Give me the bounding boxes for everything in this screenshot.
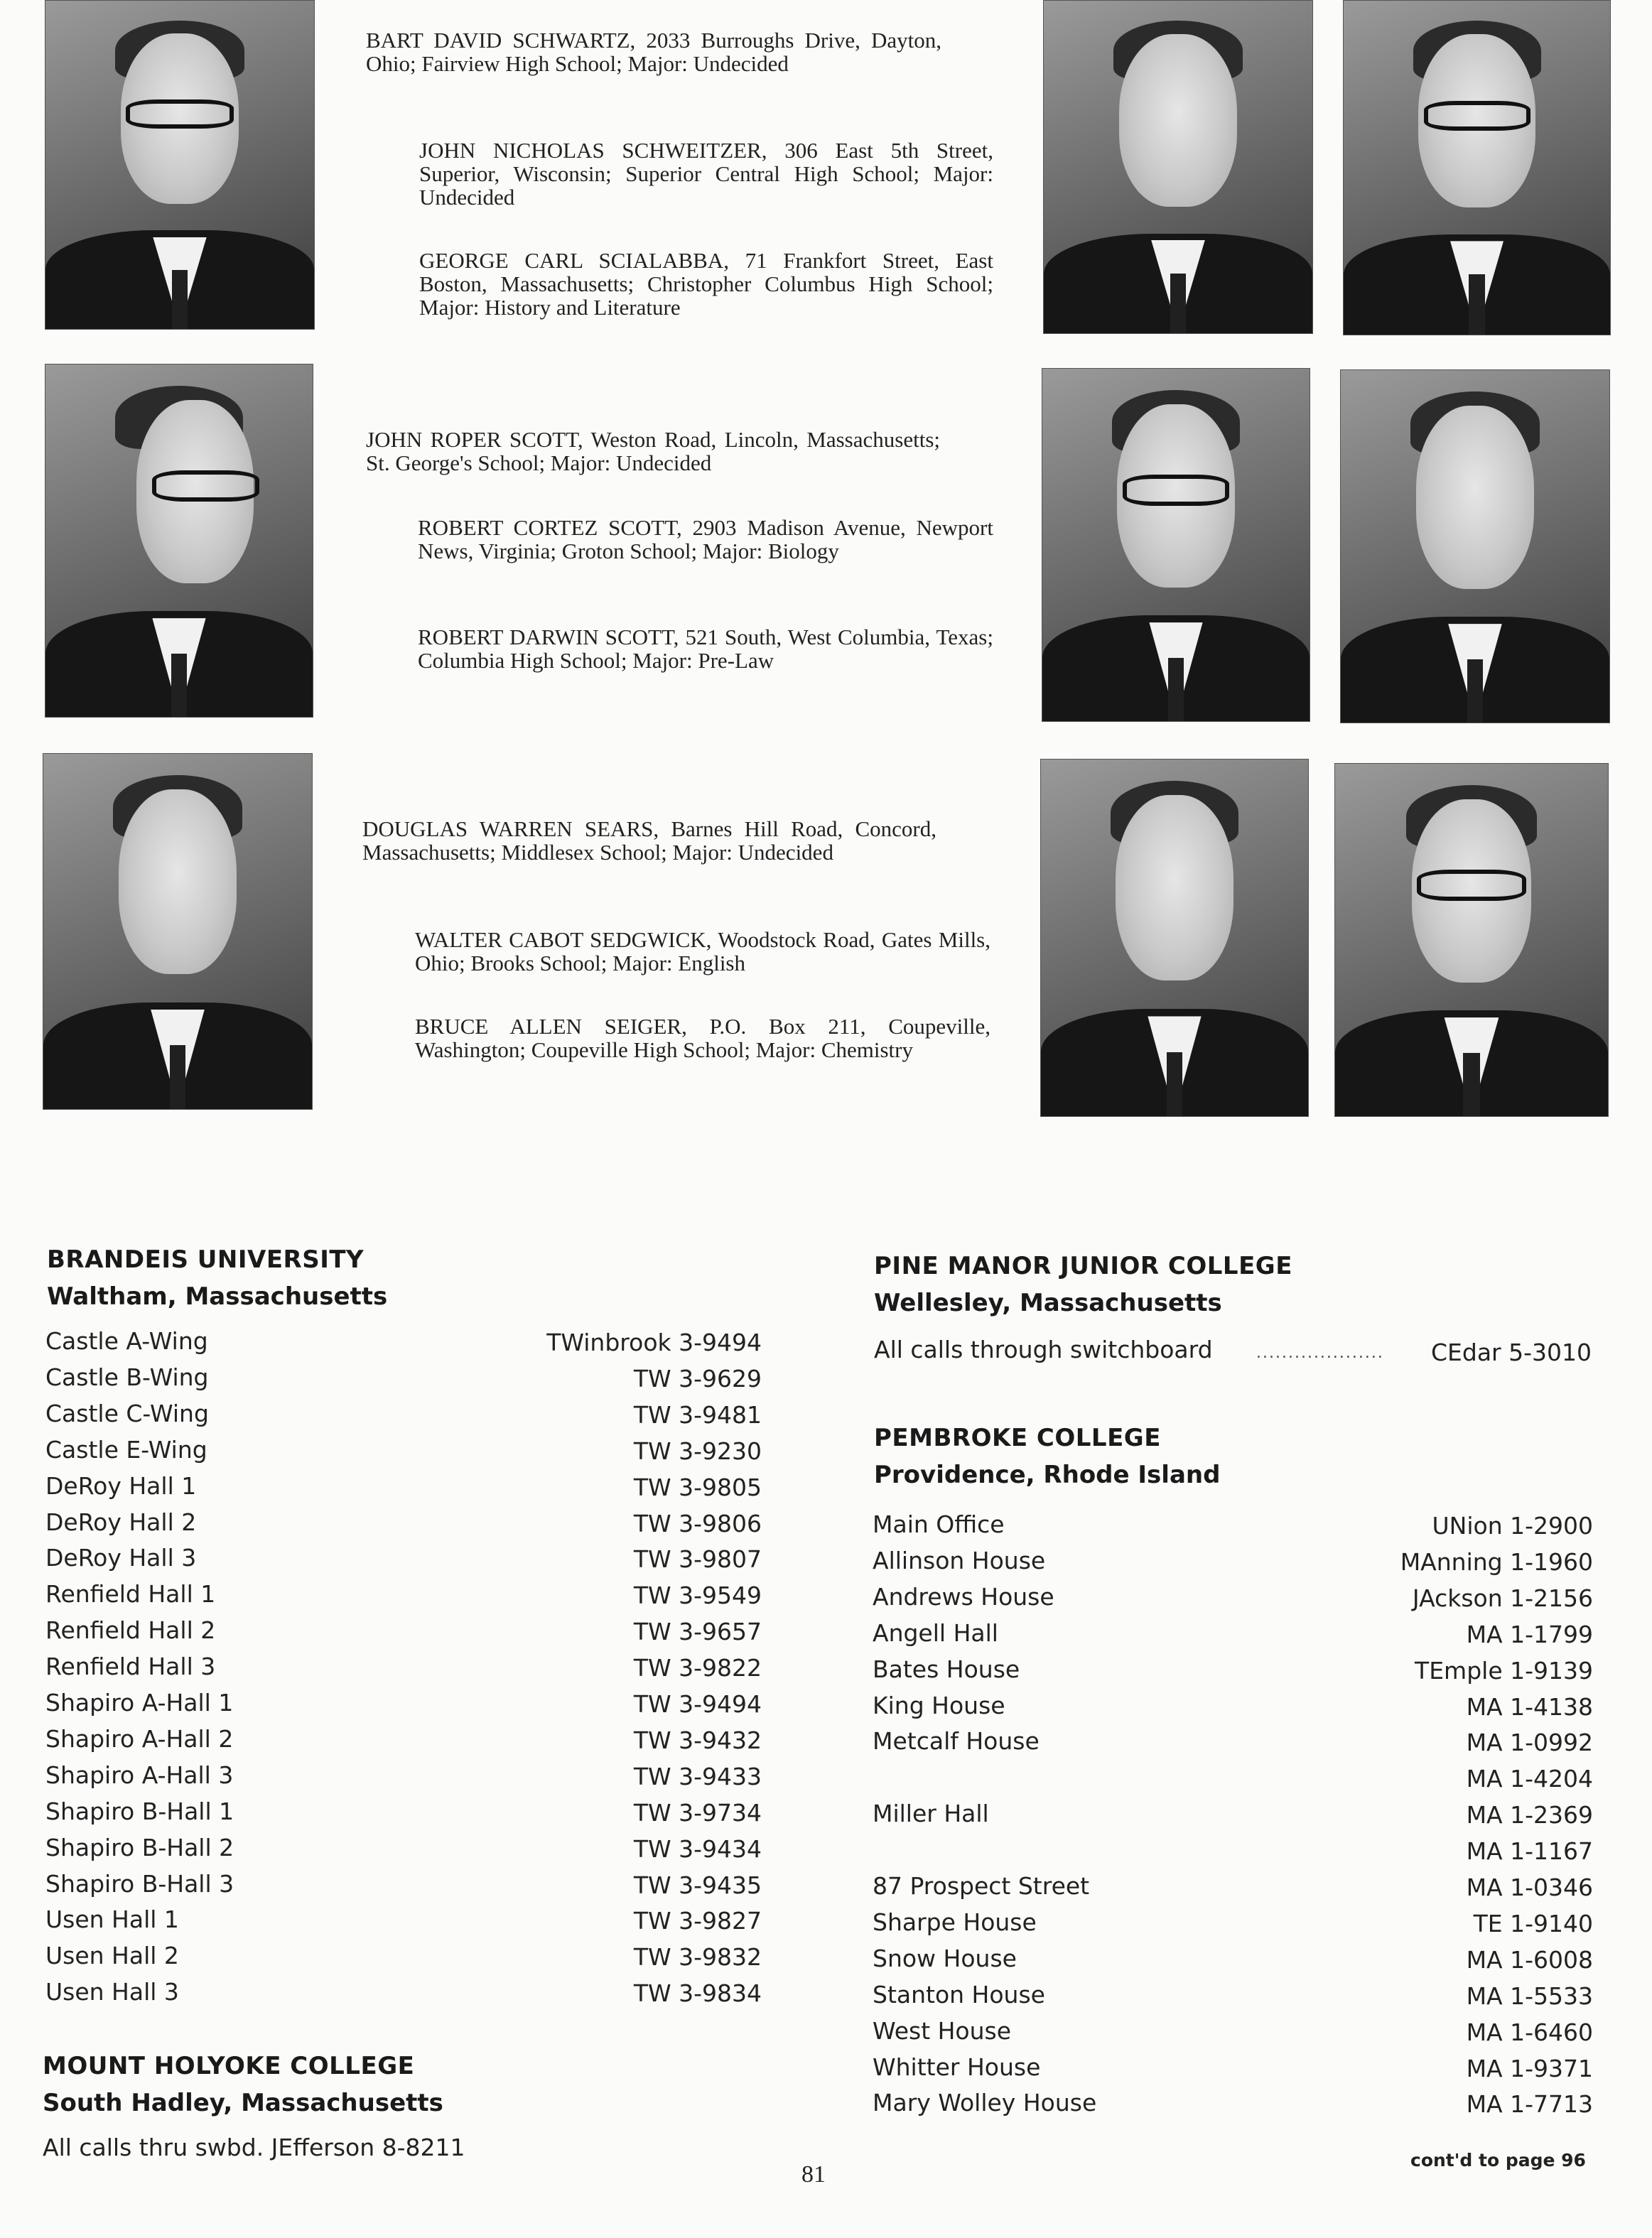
portrait-photo-1 (45, 0, 315, 330)
student-entry: DOUGLAS WARREN SEARS, Barnes Hill Road, Concord, Massachusetts; Middlesex School; Major: Undecided (362, 816, 936, 865)
student-entry: BRUCE ALLEN SEIGER, P.O. Box 211, Coupeville, Washington; Coupeville High School; Major: Chemistry (415, 1014, 990, 1062)
directory-row-phone: MA 1-0346 (1466, 1874, 1593, 1901)
mount-holyoke-location: South Hadley, Massachusetts (43, 2089, 443, 2117)
directory-row-name: Angell Hall (873, 1618, 998, 1647)
directory-row-phone: MA 1-4138 (1466, 1692, 1593, 1721)
directory-row-name: Castle E-Wing (45, 1435, 207, 1464)
directory-row-name: Sharpe House (873, 1908, 1037, 1936)
directory-row-name: Shapiro B-Hall 3 (45, 1869, 234, 1898)
student-entry: WALTER CABOT SEDGWICK, Woodstock Road, Gates Mills, Ohio; Brooks School; Major: English (415, 927, 990, 975)
student-entry: BART DAVID SCHWARTZ, 2033 Burroughs Drive, Dayton, Ohio; Fairview High School; Major: Undecided (366, 28, 941, 76)
directory-row-name: King House (873, 1691, 1005, 1719)
mount-holyoke-note: All calls thru swbd. JEfferson 8-8211 (43, 2134, 465, 2161)
directory-row-name: Shapiro A-Hall 2 (45, 1724, 234, 1753)
directory-row-phone: TW 3-9230 (633, 1437, 762, 1465)
directory-row-name: Shapiro B-Hall 2 (45, 1833, 234, 1861)
student-entry: GEORGE CARL SCIALABBA, 71 Frankfort Street, East Boston, Massachusetts; Christopher Columbus High School; Major: History and Literature (419, 248, 993, 320)
directory-row-phone: MAnning 1-1960 (1400, 1547, 1593, 1576)
brandeis-location: Waltham, Massachusetts (47, 1282, 388, 1311)
directory-row-name: Snow House (873, 1944, 1017, 1972)
directory-row-name: DeRoy Hall 3 (45, 1544, 197, 1572)
portrait-photo-4 (45, 364, 313, 718)
directory-row-phone: TE 1-9140 (1473, 1909, 1593, 1937)
directory-row-phone: TW 3-9629 (633, 1364, 762, 1393)
directory-row-phone: TW 3-9481 (633, 1400, 762, 1429)
directory-row-name: Allinson House (873, 1546, 1046, 1574)
directory-row-phone: TW 3-9734 (633, 1798, 762, 1827)
directory-row-phone: TW 3-9822 (633, 1654, 762, 1682)
directory-row-phone: TEmple 1-9139 (1415, 1656, 1593, 1685)
directory-row-phone: JAckson 1-2156 (1412, 1584, 1593, 1612)
directory-row-name: Usen Hall 1 (45, 1905, 179, 1934)
directory-row-name: Metcalf House (873, 1727, 1040, 1756)
directory-row-name: Mary Wolley House (873, 2089, 1097, 2117)
mount-holyoke-title: MOUNT HOLYOKE COLLEGE (43, 2052, 415, 2080)
pine-manor-phone: CEdar 5-3010 (1430, 1339, 1592, 1366)
page-number: 81 (801, 2161, 826, 2188)
directory-row-phone: TW 3-9435 (633, 1871, 762, 1899)
directory-row-name: Shapiro A-Hall 3 (45, 1761, 234, 1789)
directory-row-name: Shapiro B-Hall 1 (45, 1797, 234, 1825)
portrait-photo-8 (1040, 759, 1309, 1117)
pembroke-location: Providence, Rhode Island (874, 1461, 1221, 1489)
directory-row-name: Miller Hall (873, 1800, 989, 1828)
directory-row-phone: TW 3-9434 (633, 1834, 762, 1863)
directory-row-phone: UNion 1-2900 (1432, 1512, 1593, 1540)
directory-row-name: West House (873, 2016, 1012, 2045)
leader-dots: .................... (1256, 1344, 1384, 1362)
directory-row-phone: MA 1-7713 (1466, 2090, 1593, 2119)
pine-manor-location: Wellesley, Massachusetts (874, 1289, 1222, 1317)
brandeis-title: BRANDEIS UNIVERSITY (47, 1245, 365, 1274)
student-entry: ROBERT CORTEZ SCOTT, 2903 Madison Avenue, Newport News, Virginia; Groton School; Major: Biology (418, 515, 993, 563)
portrait-photo-7 (43, 753, 313, 1110)
directory-row-name: Renfield Hall 3 (45, 1653, 216, 1681)
directory-row-name: Usen Hall 3 (45, 1978, 179, 2006)
pembroke-title: PEMBROKE COLLEGE (874, 1424, 1161, 1452)
portrait-photo-3 (1343, 0, 1611, 335)
directory-row-name: Usen Hall 2 (45, 1942, 179, 1970)
directory-row-name: Castle A-Wing (45, 1327, 208, 1355)
student-entry: JOHN ROPER SCOTT, Weston Road, Lincoln, Massachusetts; St. George's School; Major: Undecided (366, 427, 940, 475)
pine-manor-row-label: All calls through switchboard (874, 1336, 1213, 1363)
directory-row-phone: MA 1-4204 (1466, 1765, 1593, 1793)
directory-row-phone: TW 3-9494 (633, 1690, 762, 1718)
pine-manor-title: PINE MANOR JUNIOR COLLEGE (874, 1252, 1292, 1280)
directory-row-name: Whitter House (873, 2053, 1041, 2081)
student-entry: ROBERT DARWIN SCOTT, 521 South, West Columbia, Texas; Columbia High School; Major: Pre-Law (418, 625, 993, 673)
directory-row-name: DeRoy Hall 2 (45, 1508, 197, 1536)
directory-row-name: Bates House (873, 1655, 1020, 1683)
directory-row-name: DeRoy Hall 1 (45, 1471, 197, 1500)
directory-row-phone: TW 3-9433 (633, 1762, 762, 1790)
directory-row-phone: MA 1-6460 (1466, 2018, 1593, 2046)
directory-row-phone: MA 1-2369 (1466, 1801, 1593, 1829)
directory-row-phone: TW 3-9834 (633, 1979, 762, 2008)
directory-row-phone: TW 3-9657 (633, 1618, 762, 1646)
directory-row-phone: MA 1-1799 (1466, 1620, 1593, 1648)
portrait-photo-9 (1334, 763, 1609, 1117)
directory-row-phone: TW 3-9806 (633, 1509, 762, 1537)
student-entry: JOHN NICHOLAS SCHWEITZER, 306 East 5th Street, Superior, Wisconsin; Superior Central High School; Major: Undecided (419, 138, 993, 210)
directory-row-name: Stanton House (873, 1980, 1045, 2009)
directory-row-phone: TW 3-9832 (633, 1943, 762, 1972)
directory-row-phone: TW 3-9807 (633, 1545, 762, 1574)
portrait-photo-6 (1340, 369, 1610, 723)
directory-row-name: Main Office (873, 1510, 1005, 1538)
directory-row-name: Shapiro A-Hall 1 (45, 1689, 234, 1717)
directory-row-phone: MA 1-5533 (1466, 1982, 1593, 2010)
directory-row-name: Renfield Hall 1 (45, 1580, 216, 1609)
directory-row-phone: TW 3-9432 (633, 1726, 762, 1754)
continued-note: cont'd to page 96 (1410, 2150, 1586, 2171)
directory-row-phone: TW 3-9549 (633, 1582, 762, 1610)
directory-row-phone: MA 1-1167 (1466, 1837, 1593, 1866)
directory-row-phone: MA 1-6008 (1466, 1945, 1593, 1974)
directory-row-name: Castle B-Wing (45, 1363, 209, 1391)
directory-row-phone: TW 3-9827 (633, 1907, 762, 1935)
directory-row-name: 87 Prospect Street (873, 1872, 1090, 1900)
directory-row-phone: MA 1-9371 (1466, 2054, 1593, 2082)
portrait-photo-5 (1042, 368, 1310, 722)
portrait-photo-2 (1043, 0, 1313, 334)
directory-row-phone: TW 3-9805 (633, 1473, 762, 1501)
directory-row-phone: MA 1-0992 (1466, 1729, 1593, 1757)
directory-row-phone: TWinbrook 3-9494 (546, 1329, 762, 1356)
directory-row-name: Renfield Hall 2 (45, 1616, 216, 1645)
directory-row-name: Castle C-Wing (45, 1399, 209, 1427)
directory-row-name: Andrews House (873, 1582, 1054, 1611)
